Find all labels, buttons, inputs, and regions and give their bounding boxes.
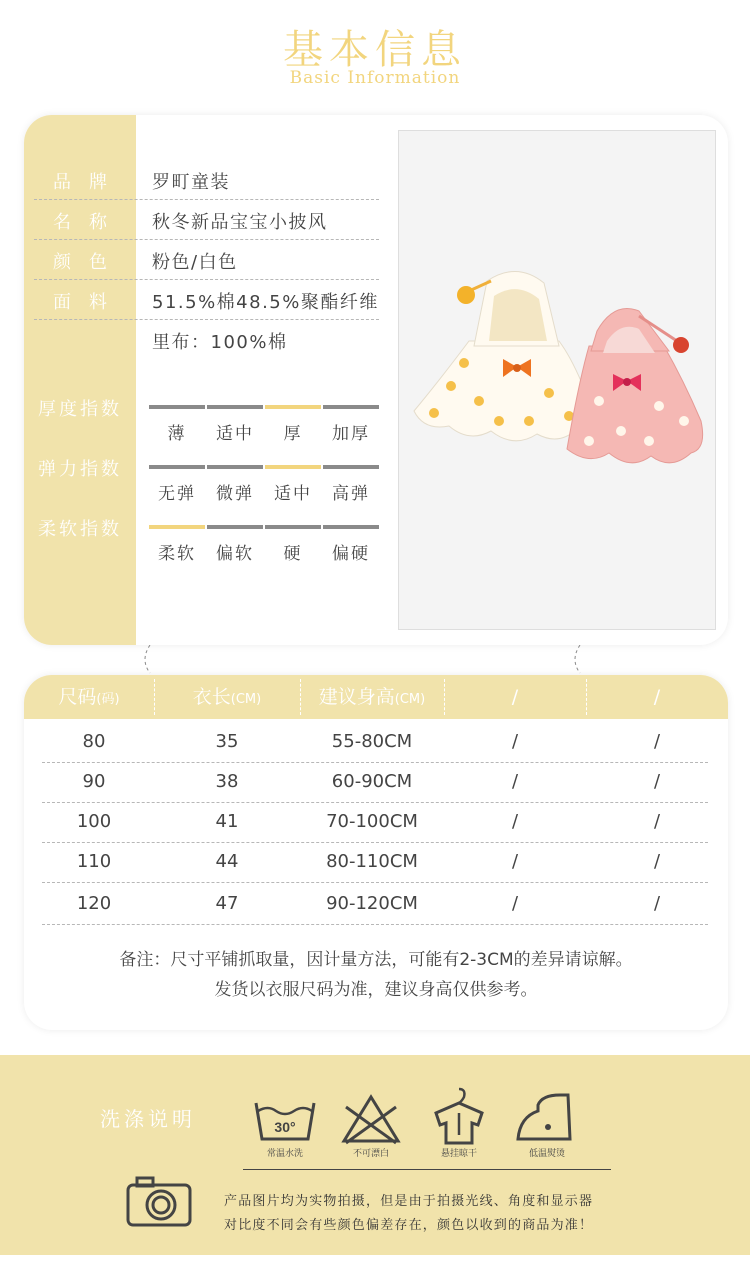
softness-index-scale (149, 525, 381, 565)
cell-col4: / (511, 851, 519, 872)
cell-size: 120 (76, 893, 112, 914)
cell-height: 70-100CM (326, 811, 418, 832)
size-table (24, 675, 728, 1030)
hang-dry-icon (424, 1077, 494, 1147)
cell-col4: / (511, 771, 519, 792)
cell-length: 41 (215, 811, 239, 832)
low-iron-icon (512, 1077, 582, 1147)
index-option (265, 465, 321, 505)
index-option-label: 高弹 (332, 484, 370, 504)
hang-dry-label: 悬挂晾干 (440, 1149, 477, 1159)
no-bleach-icon (336, 1077, 406, 1147)
index-option (207, 525, 263, 565)
white-cape-image (414, 271, 590, 440)
cell-length: 44 (215, 851, 239, 872)
index-option-label: 硬 (283, 544, 303, 564)
index-option-label: 微弹 (216, 484, 254, 504)
info-row-fabric (34, 280, 379, 320)
info-value: 秋冬新品宝宝小披风 (152, 212, 328, 233)
index-option (149, 405, 205, 445)
cell-length: 38 (215, 771, 239, 792)
elasticity-index-label: 弹力指数 (38, 459, 122, 480)
pink-cape-image (567, 309, 703, 463)
index-option (265, 405, 321, 445)
wash-30-icon (250, 1077, 320, 1147)
thickness-index-scale (149, 405, 381, 445)
wash-30-label: 常温水洗 (266, 1149, 303, 1159)
table-row (42, 723, 708, 763)
index-option (149, 465, 205, 505)
cell-height: 80-110CM (326, 851, 418, 872)
table-row (42, 885, 708, 925)
index-option-label: 适中 (216, 424, 254, 444)
cell-size: 100 (76, 811, 112, 832)
low-iron-label: 低温熨烫 (528, 1149, 565, 1159)
cell-height: 60-90CM (331, 771, 413, 792)
info-value: 罗町童装 (152, 172, 230, 193)
cell-size: 90 (82, 771, 106, 792)
info-label: 品牌 (53, 172, 125, 193)
cell-col4: / (511, 731, 519, 752)
cell-height: 90-120CM (326, 893, 418, 914)
elasticity-index-scale (149, 465, 381, 505)
info-label: 面料 (53, 292, 125, 313)
index-option (323, 465, 379, 505)
page-subtitle: Basic Information (289, 68, 461, 88)
cell-height: 55-80CM (331, 731, 413, 752)
index-option (265, 525, 321, 565)
info-card (24, 115, 728, 645)
index-option-label: 薄 (167, 424, 187, 444)
info-row-name (34, 200, 379, 240)
header-length: 衣长(CM) (192, 686, 262, 708)
cell-length: 47 (215, 893, 239, 914)
cell-size: 80 (82, 731, 106, 752)
camera-icon (125, 1173, 193, 1229)
info-label: 名称 (53, 212, 125, 233)
no-bleach-label: 不可漂白 (352, 1149, 389, 1159)
cell-col5: / (653, 731, 661, 752)
info-row-brand (34, 160, 379, 200)
index-option (149, 525, 205, 565)
svg-text:30°: 30° (274, 1119, 296, 1135)
index-option (207, 465, 263, 505)
divider (243, 1169, 611, 1170)
table-row (42, 843, 708, 883)
cell-col5: / (653, 893, 661, 914)
index-option-label: 适中 (274, 484, 312, 504)
index-option-label: 加厚 (332, 424, 370, 444)
index-option-label: 无弹 (158, 484, 196, 504)
thickness-index-label: 厚度指数 (38, 399, 122, 420)
size-note-line1: 备注：尺寸平铺抓取量，因计量方法，可能有2-3CM的差异请谅解。 (119, 950, 633, 970)
index-option (207, 405, 263, 445)
size-note-line2: 发货以衣服尺码为准，建议身高仅供参考。 (214, 980, 538, 1000)
cell-col5: / (653, 771, 661, 792)
product-photo (398, 130, 716, 630)
decorative-strings (130, 645, 590, 675)
table-row (42, 803, 708, 843)
info-value: 粉色/白色 (152, 252, 238, 273)
cell-col5: / (653, 851, 661, 872)
wash-title: 洗涤说明 (100, 1107, 196, 1131)
index-option-label: 偏软 (216, 544, 254, 564)
info-label: 颜色 (53, 252, 125, 273)
table-row (42, 763, 708, 803)
index-option (323, 405, 379, 445)
index-option-label: 厚 (283, 424, 303, 444)
wash-section (0, 1055, 750, 1255)
info-value: 51.5%棉48.5%聚酯纤维 (152, 292, 379, 313)
cell-length: 35 (215, 731, 239, 752)
disclaimer-line2: 对比度不同会有些颜色偏差存在，颜色以收到的商品为准！ (224, 1218, 594, 1233)
page-title: 基本信息 (283, 27, 467, 73)
header-col5: / (653, 686, 661, 708)
header-height: 建议身高(CM) (318, 686, 426, 708)
index-option (323, 525, 379, 565)
cell-col4: / (511, 811, 519, 832)
disclaimer-line1: 产品图片均为实物拍摄，但是由于拍摄光线、角度和显示器 (224, 1194, 594, 1209)
index-option-label: 柔软 (158, 544, 196, 564)
size-table-header (24, 675, 728, 719)
cell-col4: / (511, 893, 519, 914)
cell-col5: / (653, 811, 661, 832)
header-col4: / (511, 686, 519, 708)
cell-size: 110 (76, 851, 112, 872)
index-option-label: 偏硬 (332, 544, 370, 564)
lining-value: 里布：100%棉 (152, 332, 288, 353)
header-size: 尺码(码) (58, 686, 120, 708)
info-row-color (34, 240, 379, 280)
softness-index-label: 柔软指数 (38, 519, 122, 540)
